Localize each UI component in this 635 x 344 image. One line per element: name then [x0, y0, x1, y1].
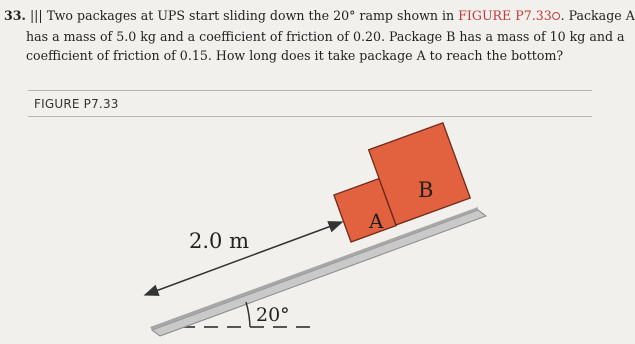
problem-line-1-end: . Package A	[560, 8, 635, 23]
figure-label: FIGURE P7.33	[34, 97, 119, 111]
problem-line-2: has a mass of 5.0 kg and a coefficient of friction of 0.20. Package B has a mass of 10 kg and a	[26, 28, 625, 44]
ramp-top-surface	[150, 207, 478, 330]
problem-number: 33.	[4, 8, 26, 23]
package-b-label: B	[418, 178, 434, 202]
angle-arc	[246, 302, 250, 327]
package-a-label: A	[369, 209, 384, 233]
problem-line-1-text: Two packages at UPS start sliding down the 20° ramp shown in	[46, 8, 455, 23]
difficulty-marker: |||	[29, 8, 43, 23]
ramp	[150, 207, 486, 336]
video-icon[interactable]: ⭘	[551, 10, 561, 23]
problem-line-3: coefficient of friction of 0.15. How long does it take package A to reach the bottom?	[26, 48, 564, 63]
angle-label: 20°	[256, 304, 290, 326]
distance-label: 2.0 m	[189, 229, 249, 253]
figure-reference-link[interactable]: FIGURE P7.33	[458, 8, 552, 23]
